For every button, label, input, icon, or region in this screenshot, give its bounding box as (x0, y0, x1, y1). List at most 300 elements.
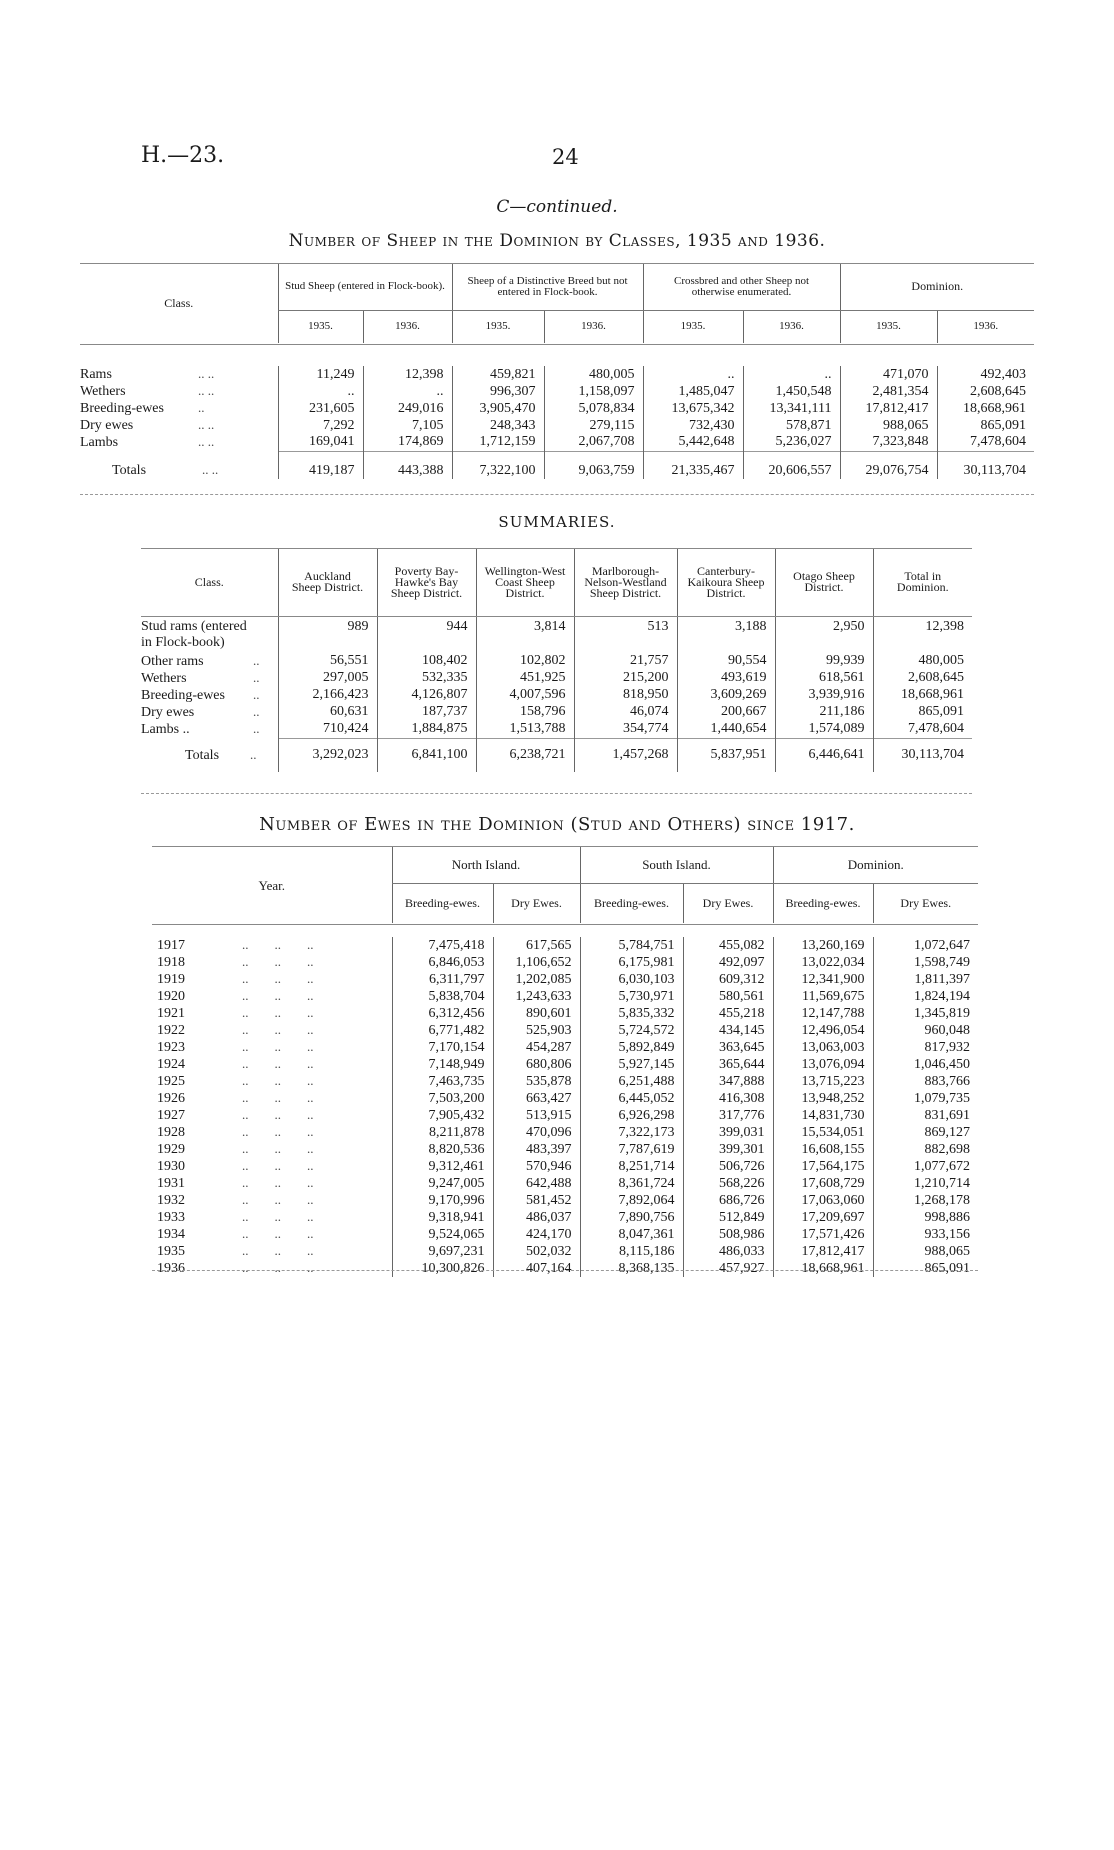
leader-dots: .. .. .. (242, 1022, 314, 1037)
table-row (152, 1192, 978, 1209)
value-cell: 988,065 (873, 1243, 978, 1260)
year-cell (152, 1226, 392, 1243)
value-cell: 865,091 (937, 417, 1034, 434)
value-cell: 8,820,536 (392, 1141, 493, 1158)
value-cell: 416,308 (683, 1090, 773, 1107)
year-cell (152, 1005, 392, 1022)
row-label: Dry ewes (141, 705, 195, 720)
year-cell (152, 1022, 392, 1039)
value-cell: 2,067,708 (544, 434, 643, 451)
year-header: 1936. (544, 310, 643, 343)
sub-header: Breeding-ewes. (773, 883, 873, 923)
table2-district-header: Auckland Sheep District. (278, 549, 377, 615)
sub-header: Breeding-ewes. (392, 883, 493, 923)
value-cell: 4,126,807 (377, 687, 476, 704)
value-cell: 13,715,223 (773, 1073, 873, 1090)
table-row (141, 615, 972, 653)
year-cell (152, 1141, 392, 1158)
value-cell: 454,287 (493, 1039, 580, 1056)
value-cell: 486,033 (683, 1243, 773, 1260)
table-row (152, 1243, 978, 1260)
value-cell: 996,307 (452, 383, 544, 400)
row-label-cell (141, 687, 278, 704)
year-label: 1926 (157, 1091, 185, 1106)
row-label: Breeding-ewes (80, 401, 164, 416)
row-label-cell (141, 738, 278, 772)
table-row (152, 1260, 978, 1277)
value-cell: 2,481,354 (840, 383, 937, 400)
value-cell: 988,065 (840, 417, 937, 434)
table3-group-header: North Island. (392, 847, 580, 883)
table-row (152, 937, 978, 954)
value-cell: 231,605 (278, 400, 363, 417)
spacer-cell (152, 923, 978, 937)
value-cell: 17,209,697 (773, 1209, 873, 1226)
value-cell: 686,726 (683, 1192, 773, 1209)
value-cell: 13,260,169 (773, 937, 873, 954)
table2-district-header: Otago Sheep District. (775, 549, 873, 615)
leader-dots: .. (250, 746, 257, 762)
value-cell: 9,063,759 (544, 451, 643, 479)
value-cell: 317,776 (683, 1107, 773, 1124)
value-cell: 99,939 (775, 653, 873, 670)
leader-dots: .. (253, 704, 260, 719)
value-cell: 457,927 (683, 1260, 773, 1277)
leader-dots: .. .. (202, 462, 219, 477)
value-cell: 6,312,456 (392, 1005, 493, 1022)
value-cell: 680,806 (493, 1056, 580, 1073)
value-cell: 434,145 (683, 1022, 773, 1039)
row-label-cell (141, 615, 278, 653)
value-cell: 407,164 (493, 1260, 580, 1277)
value-cell: 18,668,961 (873, 687, 972, 704)
value-cell: .. (278, 383, 363, 400)
year-header: 1936. (363, 310, 452, 343)
row-label-cell (80, 366, 278, 383)
value-cell: 17,812,417 (773, 1243, 873, 1260)
value-cell: 7,892,064 (580, 1192, 683, 1209)
value-cell: 1,450,548 (743, 383, 840, 400)
table3-group-header: Dominion. (773, 847, 978, 883)
table1-header-rule (80, 344, 1034, 345)
value-cell: 492,403 (937, 366, 1034, 383)
value-cell: 7,170,154 (392, 1039, 493, 1056)
value-cell: 8,368,135 (580, 1260, 683, 1277)
value-cell: 7,478,604 (873, 721, 972, 738)
table2-district-header: Poverty Bay-Hawke's Bay Sheep District. (377, 549, 476, 615)
table-row (141, 653, 972, 670)
value-cell: 609,312 (683, 971, 773, 988)
table-row (152, 1090, 978, 1107)
leader-dots: .. .. .. (242, 1141, 314, 1156)
leader-dots: .. .. .. (242, 1209, 314, 1224)
leader-dots: .. .. .. (242, 1056, 314, 1071)
value-cell: 424,170 (493, 1226, 580, 1243)
table-row (141, 704, 972, 721)
table-row (80, 434, 1034, 451)
value-cell: 7,503,200 (392, 1090, 493, 1107)
value-cell: 13,675,342 (643, 400, 743, 417)
value-cell: 570,946 (493, 1158, 580, 1175)
value-cell: 1,268,178 (873, 1192, 978, 1209)
value-cell: 513,915 (493, 1107, 580, 1124)
value-cell: 493,619 (677, 670, 775, 687)
table-row (141, 721, 972, 738)
value-cell: 9,318,941 (392, 1209, 493, 1226)
year-label: 1932 (157, 1193, 185, 1208)
year-label: 1917 (157, 938, 185, 953)
value-cell: 2,950 (775, 615, 873, 653)
table1-group-header: Crossbred and other Sheep not otherwise enumerated. (643, 264, 840, 310)
year-label: 1919 (157, 972, 185, 987)
value-cell: 512,849 (683, 1209, 773, 1226)
value-cell: 483,397 (493, 1141, 580, 1158)
value-cell: 1,072,647 (873, 937, 978, 954)
value-cell: 3,188 (677, 615, 775, 653)
value-cell: 1,574,089 (775, 721, 873, 738)
table1-group-header: Sheep of a Distinctive Breed but not entered in Flock-book. (452, 264, 643, 310)
value-cell: 2,166,423 (278, 687, 377, 704)
value-cell: 642,488 (493, 1175, 580, 1192)
year-header: 1936. (743, 310, 840, 343)
year-label: 1922 (157, 1023, 185, 1038)
table1-group-header: Dominion. (840, 264, 1034, 310)
year-cell (152, 1073, 392, 1090)
value-cell: 831,691 (873, 1107, 978, 1124)
value-cell: 12,341,900 (773, 971, 873, 988)
table-row (152, 1175, 978, 1192)
value-cell: 532,335 (377, 670, 476, 687)
value-cell: 3,905,470 (452, 400, 544, 417)
value-cell: 865,091 (873, 704, 972, 721)
value-cell: 989 (278, 615, 377, 653)
table-row (141, 670, 972, 687)
value-cell: 20,606,557 (743, 451, 840, 479)
table1-group-header: Stud Sheep (entered in Flock-book). (278, 264, 452, 310)
table3-bottom-rule (152, 1270, 978, 1271)
year-header: 1935. (643, 310, 743, 343)
leader-dots: .. .. .. (242, 1260, 314, 1275)
value-cell: 3,814 (476, 615, 574, 653)
value-cell: 297,005 (278, 670, 377, 687)
value-cell: 158,796 (476, 704, 574, 721)
value-cell: 200,667 (677, 704, 775, 721)
value-cell: 7,463,735 (392, 1073, 493, 1090)
row-label: Breeding-ewes (141, 688, 225, 703)
value-cell: 1,485,047 (643, 383, 743, 400)
row-label-cell (80, 400, 278, 417)
value-cell: 944 (377, 615, 476, 653)
row-label: Rams (80, 367, 112, 382)
table-row (152, 1158, 978, 1175)
sub-header: Dry Ewes. (493, 883, 580, 923)
value-cell: 933,156 (873, 1226, 978, 1243)
value-cell: 883,766 (873, 1073, 978, 1090)
value-cell: 471,070 (840, 366, 937, 383)
value-cell: 17,812,417 (840, 400, 937, 417)
value-cell: 618,561 (775, 670, 873, 687)
page-number: 24 (552, 145, 579, 169)
leader-dots: .. .. (198, 434, 215, 449)
value-cell: 451,925 (476, 670, 574, 687)
row-label-cell (80, 383, 278, 400)
value-cell: 882,698 (873, 1141, 978, 1158)
row-label-cell (80, 434, 278, 451)
value-cell: 16,608,155 (773, 1141, 873, 1158)
row-label: Dry ewes (80, 418, 134, 433)
value-cell: 8,251,714 (580, 1158, 683, 1175)
value-cell: 8,211,878 (392, 1124, 493, 1141)
value-cell: 7,105 (363, 417, 452, 434)
value-cell: 347,888 (683, 1073, 773, 1090)
table1-title: Number of Sheep in the Dominion by Classes, 1935 and 1936. (288, 231, 826, 251)
table2-district-header: Canterbury-Kaikoura Sheep District. (677, 549, 775, 615)
value-cell: 5,724,572 (580, 1022, 683, 1039)
leader-dots: .. .. .. (242, 1107, 314, 1122)
value-cell: 11,249 (278, 366, 363, 383)
value-cell: 7,322,100 (452, 451, 544, 479)
value-cell: 5,730,971 (580, 988, 683, 1005)
value-cell: 7,292 (278, 417, 363, 434)
value-cell: 5,837,951 (677, 738, 775, 772)
table2-header-rule (141, 616, 972, 617)
value-cell: 7,787,619 (580, 1141, 683, 1158)
value-cell: 869,127 (873, 1124, 978, 1141)
value-cell: 508,986 (683, 1226, 773, 1243)
year-cell (152, 1209, 392, 1226)
table-row (152, 971, 978, 988)
table1-bottom-rule (80, 494, 1034, 495)
leader-dots: .. .. (198, 366, 215, 381)
table-row (152, 1141, 978, 1158)
leader-dots: .. .. .. (242, 1226, 314, 1241)
year-label: 1927 (157, 1108, 185, 1123)
value-cell: 9,312,461 (392, 1158, 493, 1175)
value-cell: 6,446,641 (775, 738, 873, 772)
year-label: 1929 (157, 1142, 185, 1157)
table1-header (80, 264, 1034, 343)
table-row (152, 1073, 978, 1090)
year-cell (152, 1124, 392, 1141)
sub-header: Breeding-ewes. (580, 883, 683, 923)
table-row (80, 366, 1034, 383)
value-cell: 6,841,100 (377, 738, 476, 772)
value-cell: 710,424 (278, 721, 377, 738)
table-row (80, 400, 1034, 417)
value-cell: 3,939,916 (775, 687, 873, 704)
value-cell: 535,878 (493, 1073, 580, 1090)
leader-dots: .. (253, 687, 260, 702)
year-label: 1933 (157, 1210, 185, 1225)
value-cell: 1,202,085 (493, 971, 580, 988)
row-label: Lambs .. (141, 722, 190, 737)
value-cell: 1,884,875 (377, 721, 476, 738)
value-cell: 1,077,672 (873, 1158, 978, 1175)
year-label: 1931 (157, 1176, 185, 1191)
document-reference: H.—23. (141, 143, 225, 168)
value-cell: 1,106,652 (493, 954, 580, 971)
row-label: Other rams (141, 654, 204, 669)
year-label: 1924 (157, 1057, 185, 1072)
value-cell: 492,097 (683, 954, 773, 971)
value-cell: 525,903 (493, 1022, 580, 1039)
value-cell: 5,927,145 (580, 1056, 683, 1073)
value-cell: 1,158,097 (544, 383, 643, 400)
value-cell: 443,388 (363, 451, 452, 479)
row-label-cell (141, 653, 278, 670)
value-cell: 6,175,981 (580, 954, 683, 971)
value-cell: 1,046,450 (873, 1056, 978, 1073)
value-cell: 363,645 (683, 1039, 773, 1056)
value-cell: 502,032 (493, 1243, 580, 1260)
value-cell: 890,601 (493, 1005, 580, 1022)
value-cell: 13,341,111 (743, 400, 840, 417)
value-cell: 187,737 (377, 704, 476, 721)
year-label: 1935 (157, 1244, 185, 1259)
year-cell (152, 954, 392, 971)
table3-year-header: Year. (258, 877, 285, 893)
value-cell: 580,561 (683, 988, 773, 1005)
year-label: 1921 (157, 1006, 185, 1021)
value-cell: 90,554 (677, 653, 775, 670)
table-row (80, 383, 1034, 400)
value-cell: 13,948,252 (773, 1090, 873, 1107)
sub-header: Dry Ewes. (873, 883, 978, 923)
value-cell: 1,243,633 (493, 988, 580, 1005)
leader-dots: .. .. .. (242, 1039, 314, 1054)
value-cell: 998,886 (873, 1209, 978, 1226)
value-cell: 9,247,005 (392, 1175, 493, 1192)
value-cell: 459,821 (452, 366, 544, 383)
table-row (152, 1124, 978, 1141)
continued-text: C—continued. (496, 197, 618, 217)
value-cell: 3,609,269 (677, 687, 775, 704)
table2-district-header: Wellington-West Coast Sheep District. (476, 549, 574, 615)
value-cell: 30,113,704 (873, 738, 972, 772)
value-cell: 12,147,788 (773, 1005, 873, 1022)
leader-dots: .. .. .. (242, 1192, 314, 1207)
value-cell: 5,892,849 (580, 1039, 683, 1056)
table-row (152, 1022, 978, 1039)
table3-title: Number of Ewes in the Dominion (Stud and Others) since 1917. (259, 814, 855, 835)
year-cell (152, 988, 392, 1005)
value-cell: 1,210,714 (873, 1175, 978, 1192)
table2-title: SUMMARIES. (498, 513, 616, 531)
row-label: Wethers (141, 671, 187, 686)
year-cell (152, 1056, 392, 1073)
value-cell: 9,524,065 (392, 1226, 493, 1243)
value-cell: 5,784,751 (580, 937, 683, 954)
value-cell: 455,218 (683, 1005, 773, 1022)
table2-bottom-rule (141, 793, 972, 794)
table-row (152, 1226, 978, 1243)
value-cell: 108,402 (377, 653, 476, 670)
leader-dots: .. (253, 670, 260, 685)
value-cell: 249,016 (363, 400, 452, 417)
value-cell: 7,478,604 (937, 434, 1034, 451)
value-cell: 18,668,961 (937, 400, 1034, 417)
value-cell: 17,608,729 (773, 1175, 873, 1192)
year-header: 1935. (840, 310, 937, 343)
value-cell: 7,475,418 (392, 937, 493, 954)
value-cell: 3,292,023 (278, 738, 377, 772)
value-cell: 4,007,596 (476, 687, 574, 704)
value-cell: 56,551 (278, 653, 377, 670)
table-row (152, 1005, 978, 1022)
value-cell: 1,440,654 (677, 721, 775, 738)
table2-class-header: Class. (194, 574, 224, 589)
value-cell: 2,608,645 (937, 383, 1034, 400)
year-cell (152, 1107, 392, 1124)
row-label-cell (80, 417, 278, 434)
value-cell: 6,030,103 (580, 971, 683, 988)
value-cell: 6,926,298 (580, 1107, 683, 1124)
leader-dots: .. .. .. (242, 1243, 314, 1258)
table-row (152, 1039, 978, 1056)
table-row (152, 1209, 978, 1226)
year-label: 1925 (157, 1074, 185, 1089)
value-cell: 174,869 (363, 434, 452, 451)
value-cell: 1,457,268 (574, 738, 677, 772)
row-label-cell (141, 670, 278, 687)
value-cell: .. (363, 383, 452, 400)
value-cell: 11,569,675 (773, 988, 873, 1005)
leader-dots: .. .. .. (242, 1005, 314, 1020)
value-cell: 102,802 (476, 653, 574, 670)
year-label: 1934 (157, 1227, 185, 1242)
value-cell: 5,835,332 (580, 1005, 683, 1022)
leader-dots: .. .. .. (242, 1090, 314, 1105)
value-cell: 29,076,754 (840, 451, 937, 479)
value-cell: 5,838,704 (392, 988, 493, 1005)
table1-class-header: Class. (164, 296, 194, 310)
value-cell: 15,534,051 (773, 1124, 873, 1141)
leader-dots: .. .. .. (242, 937, 314, 952)
value-cell: 279,115 (544, 417, 643, 434)
table-row (80, 417, 1034, 434)
year-cell (152, 1090, 392, 1107)
sub-header: Dry Ewes. (683, 883, 773, 923)
value-cell: 12,398 (873, 615, 972, 653)
value-cell: 1,598,749 (873, 954, 978, 971)
value-cell: 211,186 (775, 704, 873, 721)
value-cell: 6,846,053 (392, 954, 493, 971)
table3-group-header: South Island. (580, 847, 773, 883)
value-cell: 6,311,797 (392, 971, 493, 988)
row-label: Stud rams (entered in Flock-book) (141, 619, 247, 650)
value-cell: 14,831,730 (773, 1107, 873, 1124)
row-label-cell (141, 721, 278, 738)
value-cell: 13,063,003 (773, 1039, 873, 1056)
value-cell: 506,726 (683, 1158, 773, 1175)
row-label-cell (80, 451, 278, 479)
value-cell: 169,041 (278, 434, 363, 451)
value-cell: 581,452 (493, 1192, 580, 1209)
value-cell: 2,608,645 (873, 670, 972, 687)
spacer-row (152, 923, 978, 937)
leader-dots: .. .. .. (242, 1073, 314, 1088)
value-cell: 12,398 (363, 366, 452, 383)
value-cell: 817,932 (873, 1039, 978, 1056)
value-cell: 21,335,467 (643, 451, 743, 479)
year-label: 1928 (157, 1125, 185, 1140)
value-cell: 7,322,173 (580, 1124, 683, 1141)
year-header: 1936. (937, 310, 1034, 343)
leader-dots: .. .. .. (242, 1124, 314, 1139)
leader-dots: .. .. .. (242, 1158, 314, 1173)
table-row (152, 1056, 978, 1073)
value-cell: 6,251,488 (580, 1073, 683, 1090)
